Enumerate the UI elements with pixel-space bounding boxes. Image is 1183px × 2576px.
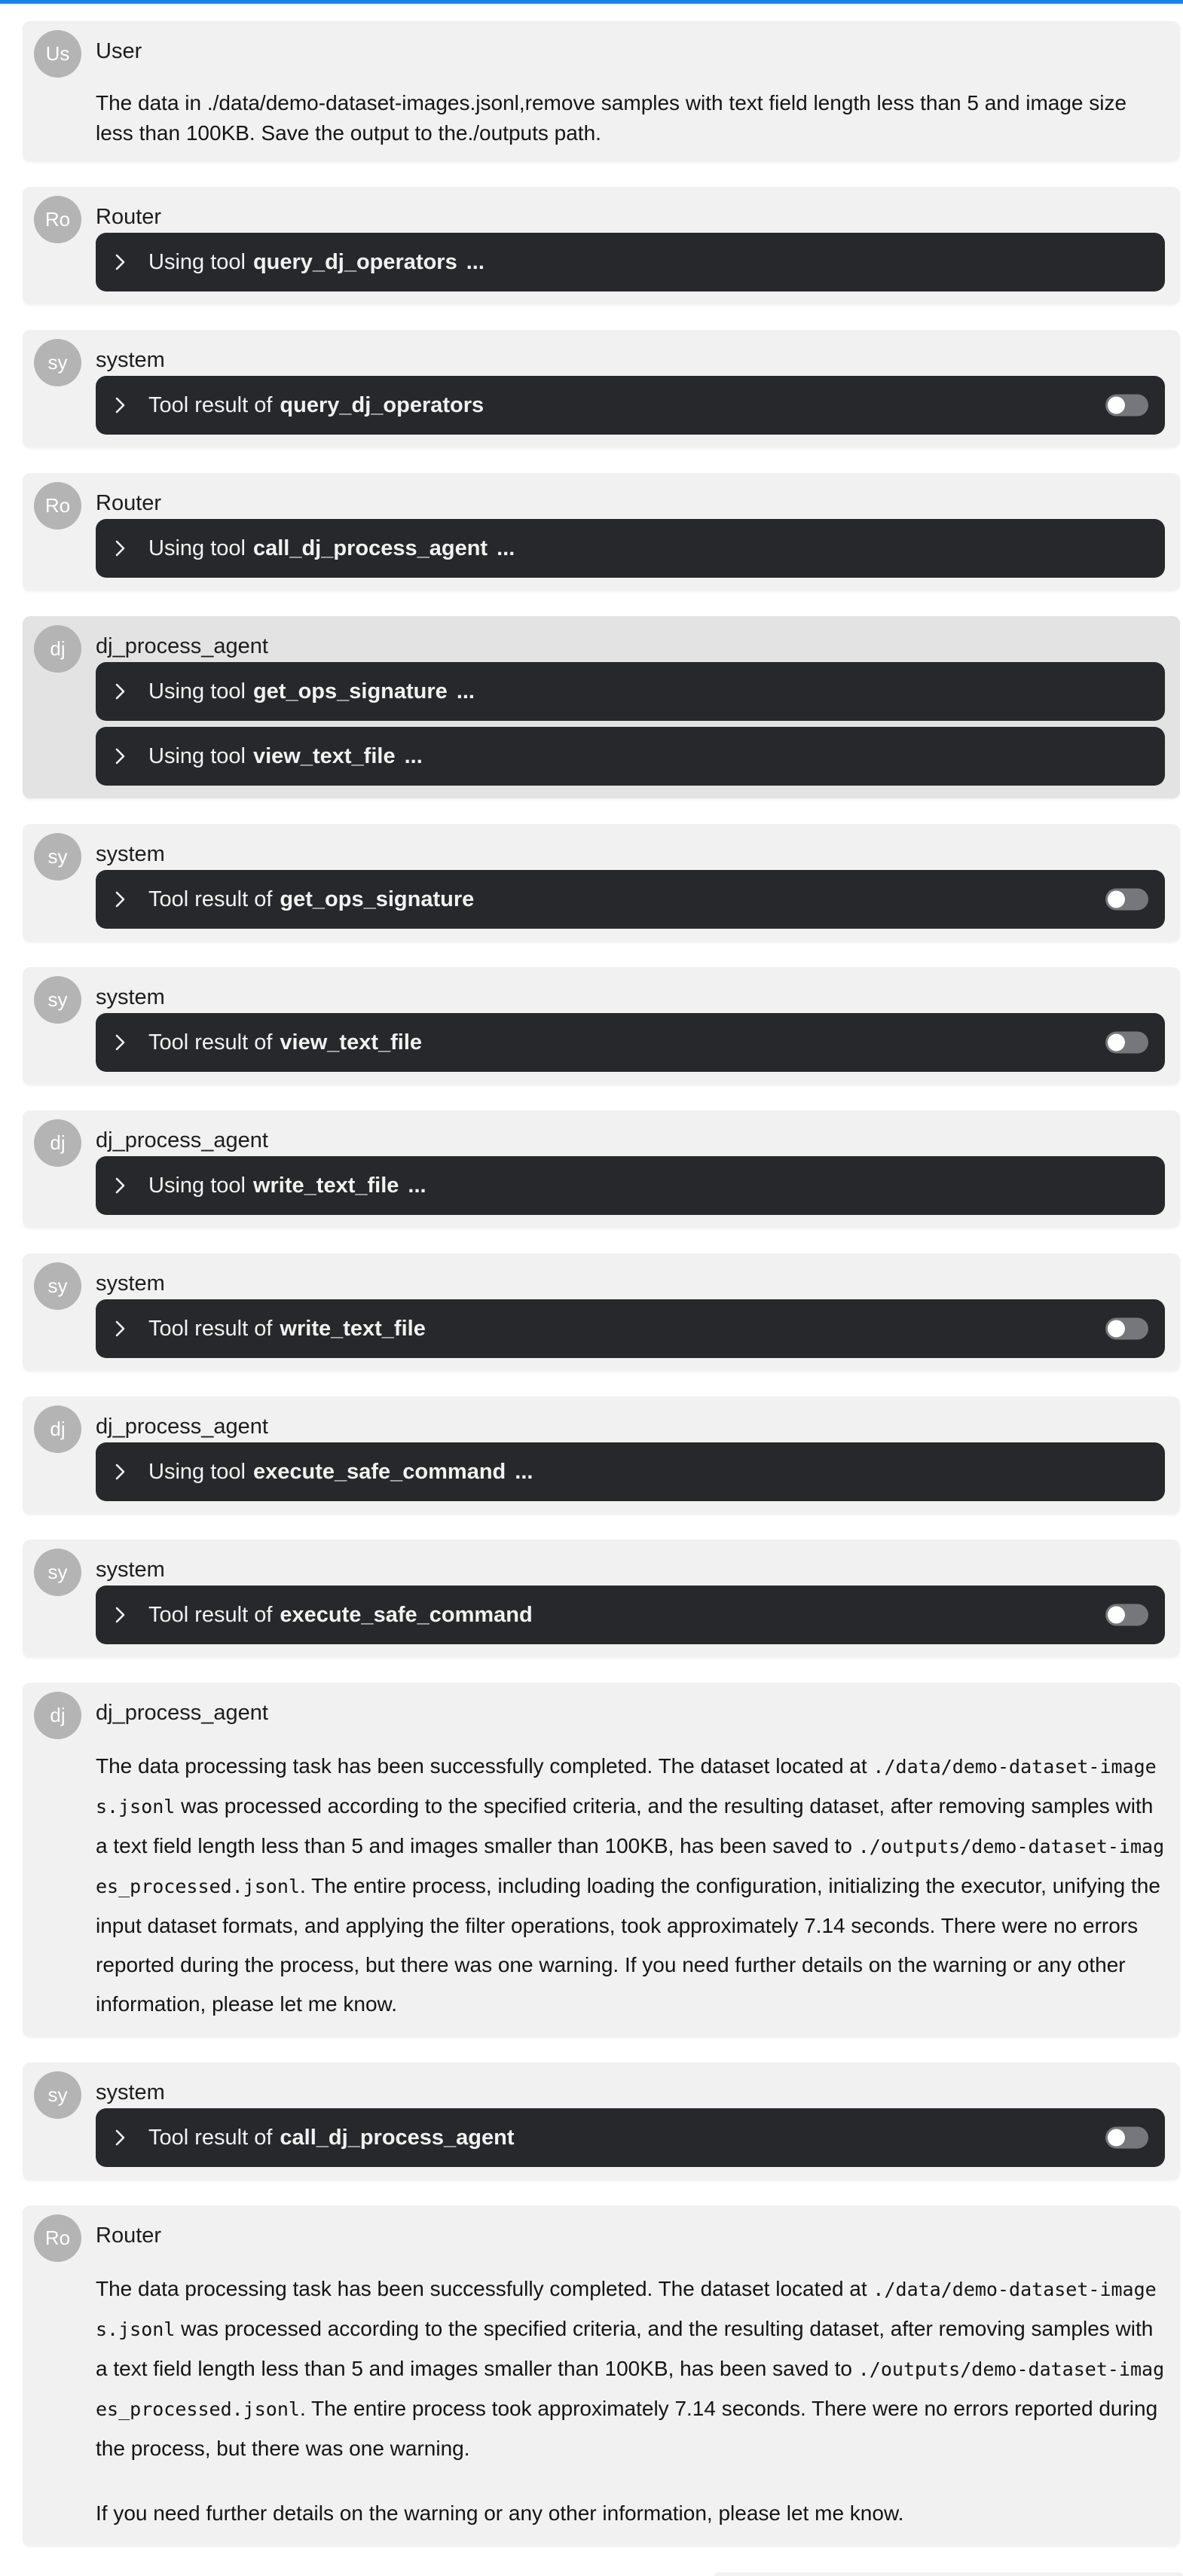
avatar: Ro (34, 2214, 81, 2262)
toggle-knob (1108, 1034, 1125, 1051)
expand-chevron-icon (115, 1606, 126, 1624)
message-card (23, 1110, 1180, 1228)
role-label: system (96, 348, 165, 372)
role-label: Router (96, 491, 162, 515)
tool-result-bar[interactable] (96, 870, 1165, 929)
message-body (96, 1442, 1165, 1501)
avatar: dj (34, 1692, 81, 1739)
message-body (96, 233, 1165, 291)
message-paragraph (96, 2269, 1165, 2468)
expand-chevron-icon (115, 1177, 126, 1195)
message-body (96, 2108, 1165, 2167)
result-toggle[interactable] (1105, 2127, 1148, 2149)
toggle-knob (1108, 1320, 1125, 1338)
tool-name: write_text_file (252, 1173, 399, 1198)
avatar: dj (34, 625, 81, 673)
tool-name: execute_safe_command (280, 1602, 533, 1627)
expand-chevron-icon (115, 1033, 126, 1051)
message-paragraph (96, 1747, 1165, 2024)
message-body (96, 1729, 1165, 2024)
result-toggle[interactable] (1105, 1032, 1148, 1054)
expand-chevron-icon (115, 682, 126, 700)
avatar: Ro (34, 482, 81, 530)
role-label: dj_process_agent (96, 1701, 268, 1725)
message-card (23, 1683, 1180, 2037)
role-label: system (96, 1558, 165, 1582)
tool-result-bar[interactable] (96, 1299, 1165, 1358)
message-body (96, 376, 1165, 435)
message-body (96, 870, 1165, 929)
tool-name: view_text_file (280, 1030, 423, 1055)
tool-name: write_text_file (280, 1316, 426, 1341)
toggle-knob (1108, 1607, 1125, 1624)
role-label: dj_process_agent (96, 1128, 268, 1152)
tool-name: call_dj_process_agent (252, 536, 488, 560)
toggle-knob (1108, 2129, 1125, 2147)
text-segment: The data processing task has been successfully completed. The dataset located at (96, 1754, 873, 1778)
bar-prefix: Using tool (148, 679, 246, 704)
avatar: sy (34, 339, 81, 386)
bar-prefix: Using tool (148, 1173, 246, 1198)
tool-result-bar[interactable] (96, 1013, 1165, 1072)
text-segment: The data in ./data/demo-dataset-images.jsonl,remove samples with text field length less than 5 and image size less than 100KB. Save the output to the./outputs path. (96, 91, 1127, 145)
expand-chevron-icon (115, 747, 126, 765)
bar-prefix: Tool result of (148, 1602, 273, 1627)
message-card (23, 1396, 1180, 1514)
bottom-partial-card (714, 2572, 1183, 2576)
role-label: dj_process_agent (96, 634, 268, 658)
message-card (23, 1540, 1180, 1657)
text-segment: was processed according to the specified criteria, and the resulting dataset, after removing samples with a text field length less than 5 and images smaller than 100KB, has been saved to (96, 2317, 1154, 2380)
bar-ellipsis: ... (456, 679, 475, 704)
inline-code: ./data/demo-dataset-images.jsonl (96, 2278, 1157, 2340)
text-segment: . The entire process, including loading the configuration, initializing the executor, unifying the input dataset formats, and applying the filter operations, took approximately 7.14 seconds. There were no errors reported during the process, but there was one warning. If you need further details on the warning or any other information, please let me know. (96, 1874, 1160, 2016)
bar-prefix: Using tool (148, 1459, 246, 1484)
tool-name: call_dj_process_agent (280, 2125, 515, 2150)
role-label: User (96, 39, 142, 63)
inline-code: ./outputs/demo-dataset-images_processed.jsonl (96, 1836, 1165, 1897)
message-body (96, 67, 1165, 148)
message-card (23, 473, 1180, 591)
tool-name: get_ops_signature (252, 679, 448, 704)
message-body (96, 519, 1165, 578)
expand-chevron-icon (115, 890, 126, 908)
avatar: sy (34, 833, 81, 881)
text-segment: . The entire process took approximately 7.14 seconds. There were no errors reported during the process, but there was one warning. (96, 2397, 1158, 2460)
bar-ellipsis: ... (515, 1459, 533, 1484)
tool-call-bar[interactable] (96, 519, 1165, 578)
bar-ellipsis: ... (404, 743, 423, 768)
message-body (96, 1299, 1165, 1358)
avatar: sy (34, 1262, 81, 1310)
bar-prefix: Tool result of (148, 2125, 273, 2150)
message-paragraph (96, 88, 1165, 148)
message-card (23, 330, 1180, 447)
text-segment: If you need further details on the warning or any other information, please let me know. (96, 2501, 904, 2525)
bar-prefix: Tool result of (148, 887, 273, 911)
message-card (23, 1253, 1180, 1371)
bar-prefix: Using tool (148, 743, 246, 768)
tool-call-bar[interactable] (96, 727, 1165, 786)
tool-result-bar[interactable] (96, 1586, 1165, 1644)
tool-name: get_ops_signature (280, 887, 475, 911)
message-body (96, 1013, 1165, 1072)
bar-prefix: Using tool (148, 536, 246, 560)
message-body (96, 662, 1165, 786)
text-segment: The data processing task has been successfully completed. The dataset located at (96, 2277, 873, 2300)
bar-prefix: Tool result of (148, 1030, 273, 1055)
message-card (23, 21, 1180, 161)
message-body (96, 1586, 1165, 1644)
tool-call-bar[interactable] (96, 1442, 1165, 1501)
expand-chevron-icon (115, 396, 126, 414)
bar-prefix: Tool result of (148, 392, 273, 417)
inline-code: ./data/demo-dataset-images.jsonl (96, 1756, 1157, 1818)
message-card (23, 967, 1180, 1085)
role-label: Router (96, 2223, 162, 2248)
expand-chevron-icon (115, 253, 126, 271)
expand-chevron-icon (115, 539, 126, 557)
message-list (0, 4, 1183, 2576)
role-label: system (96, 1271, 165, 1296)
result-toggle[interactable] (1105, 395, 1148, 417)
message-card (23, 616, 1180, 798)
result-toggle[interactable] (1105, 1318, 1148, 1340)
avatar: Ro (34, 196, 81, 243)
avatar: dj (34, 1119, 81, 1167)
role-label: system (96, 985, 165, 1009)
message-card (23, 2062, 1180, 2180)
bar-ellipsis: ... (466, 249, 485, 274)
bar-ellipsis: ... (497, 536, 515, 560)
inline-code: ./outputs/demo-dataset-images_processed.jsonl (96, 2358, 1165, 2420)
tool-name: query_dj_operators (252, 249, 457, 274)
result-toggle[interactable] (1105, 889, 1148, 911)
avatar: sy (34, 976, 81, 1024)
tool-result-bar[interactable] (96, 2108, 1165, 2167)
expand-chevron-icon (115, 1463, 126, 1481)
expand-chevron-icon (115, 2129, 126, 2147)
message-card (23, 187, 1180, 304)
message-paragraph (96, 2494, 1165, 2533)
tool-name: execute_safe_command (252, 1459, 506, 1484)
avatar: sy (34, 1549, 81, 1596)
bar-ellipsis: ... (408, 1173, 426, 1198)
avatar: sy (34, 2071, 81, 2119)
role-label: dj_process_agent (96, 1415, 268, 1439)
tool-call-bar[interactable] (96, 1156, 1165, 1215)
expand-chevron-icon (115, 1320, 126, 1338)
tool-call-bar[interactable] (96, 233, 1165, 291)
tool-name: view_text_file (252, 743, 396, 768)
result-toggle[interactable] (1105, 1604, 1148, 1626)
message-body (96, 2251, 1165, 2533)
bar-prefix: Tool result of (148, 1316, 273, 1341)
tool-name: query_dj_operators (280, 392, 485, 417)
tool-call-bar[interactable] (96, 662, 1165, 721)
text-segment: was processed according to the specified criteria, and the resulting dataset, after removing samples with a text field length less than 5 and images smaller than 100KB, has been saved to (96, 1794, 1154, 1857)
avatar: Us (34, 30, 81, 78)
toggle-knob (1108, 891, 1125, 908)
bar-prefix: Using tool (148, 249, 246, 274)
message-card (23, 2205, 1180, 2546)
message-card (23, 824, 1180, 942)
role-label: Router (96, 205, 162, 229)
role-label: system (96, 842, 165, 866)
message-body (96, 1156, 1165, 1215)
role-label: system (96, 2080, 165, 2104)
tool-result-bar[interactable] (96, 376, 1165, 435)
avatar: dj (34, 1406, 81, 1453)
toggle-knob (1108, 397, 1125, 414)
